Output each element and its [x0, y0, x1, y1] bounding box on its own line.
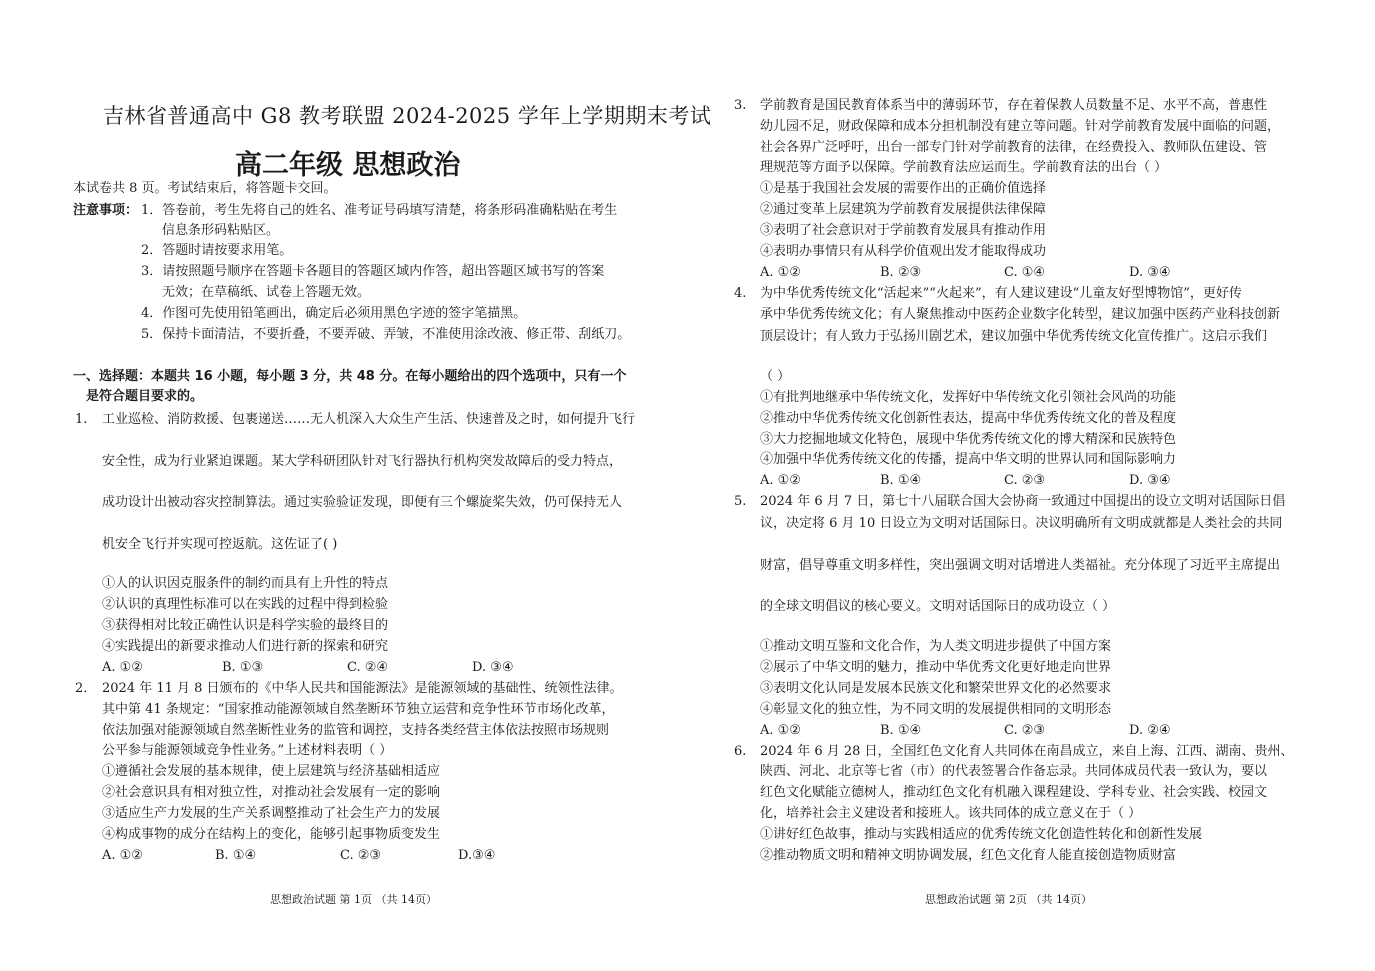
exam-intro: 本试卷共 8 页。考试结束后，将答题卡交回。	[73, 181, 337, 196]
question-statement: ④实践提出的新要求推动人们进行新的探索和研究	[102, 639, 389, 654]
answer-choice-c: C. ②③	[1004, 723, 1046, 738]
question-statement: ①推动文明互鉴和文化合作，为人类文明进步提供了中国方案	[760, 639, 1112, 654]
question-stem-line: 红色文化赋能立德树人，推动红色文化有机融入课程建设、学科专业、社会实践、校园文	[760, 785, 1268, 800]
question-statement: ①人的认识因克服条件的制约而具有上升性的特点	[102, 576, 389, 591]
answer-choice-a: A. ①②	[760, 473, 801, 488]
answer-choice-d: D. ③④	[1129, 265, 1171, 280]
page-footer: 思想政治试题 第 1页 （共 14页）	[270, 893, 437, 906]
question-statement: ④彰显文化的独立性，为不同文明的发展提供相同的文明形态	[760, 702, 1112, 717]
question-statement: ②推动物质文明和精神文明协调发展，红色文化育人能直接创造物质财富	[760, 848, 1177, 863]
question-stem-line: 机安全飞行并实现可控返航。这佐证了( )	[102, 537, 338, 552]
question-statement: ③表明了社会意识对于学前教育发展具有推动作用	[760, 223, 1047, 238]
question-stem-line: 依法加强对能源领域自然垄断性业务的监管和调控，支持各类经营主体依法按照市场规则	[102, 723, 610, 738]
question-statement: ③表明文化认同是发展本民族文化和繁荣世界文化的必然要求	[760, 681, 1112, 696]
exam-page-2	[688, 0, 1375, 971]
answer-choice-d: D.③④	[458, 848, 496, 863]
question-number: 3.	[734, 98, 747, 113]
question-stem-line: 2024 年 6 月 28 日，全国红色文化育人共同体在南昌成立，来自上海、江西、湖南、贵州、	[760, 744, 1294, 759]
question-stem-line: 幼儿园不足，财政保障和成本分担机制没有建立等问题。针对学前教育发展中面临的问题，	[760, 119, 1281, 134]
question-stem-line: 工业巡检、消防救援、包裹递送……无人机深入大众生产生活、快速普及之时，如何提升飞行	[102, 412, 636, 427]
note-5: 5．保持卡面清洁，不要折叠，不要弄破、弄皱，不准使用涂改液、修正带、刮纸刀。	[141, 327, 631, 342]
answer-choice-b: B. ①④	[215, 848, 257, 863]
answer-choice-a: A. ①②	[760, 265, 801, 280]
question-number: 6.	[734, 744, 747, 759]
question-stem-line: 顶层设计；有人致力于弘扬川剧艺术，建议加强中华优秀传统文化宣传推广。这启示我们	[760, 329, 1268, 344]
question-stem-line: 其中第 41 条规定：“国家推动能源领域自然垄断环节独立运营和竞争性环节市场化改革，	[102, 702, 615, 717]
page-footer: 思想政治试题 第 2页 （共 14页）	[925, 893, 1092, 906]
question-stem-line: 安全性，成为行业紧迫课题。某大学科研团队针对飞行器执行机构突发故障后的受力特点，	[102, 454, 623, 469]
answer-choice-d: D. ③④	[1129, 473, 1171, 488]
question-statement: ④表明办事情只有从科学价值观出发才能取得成功	[760, 244, 1047, 259]
question-statement: ④加强中华优秀传统文化的传播，提高中华文明的世界认同和国际影响力	[760, 452, 1177, 467]
question-statement: ②通过变革上层建筑为学前教育发展提供法律保障	[760, 202, 1047, 217]
answer-choice-a: A. ①②	[760, 723, 801, 738]
answer-choice-a: A. ①②	[102, 660, 143, 675]
answer-choice-b: B. ①④	[880, 723, 922, 738]
answer-choice-a: A. ①②	[102, 848, 143, 863]
question-number: 5.	[734, 494, 747, 509]
section-title-cont: 是符合题目要求的。	[86, 389, 204, 404]
question-stem-line: （ ）	[760, 369, 791, 384]
question-statement: ③适应生产力发展的生产关系调整推动了社会生产力的发展	[102, 806, 441, 821]
question-statement: ①是基于我国社会发展的需要作出的正确价值选择	[760, 181, 1047, 196]
answer-choice-c: C. ②③	[1004, 473, 1046, 488]
exam-title: 吉林省普通高中 G8 教考联盟 2024-2025 学年上学期期末考试	[103, 104, 712, 128]
question-stem-line: 成功设计出被动容灾控制算法。通过实验验证发现，即便有三个螺旋桨失效，仍可保持无人	[102, 495, 623, 510]
note-4: 4．作图可先使用铅笔画出，确定后必须用黑色字迹的签字笔描黑。	[141, 306, 527, 321]
question-stem-line: 的全球文明倡议的核心要义。文明对话国际日的成功设立（ ）	[760, 599, 1116, 614]
question-number: 2．	[75, 681, 97, 696]
answer-choice-c: C. ②③	[340, 848, 382, 863]
answer-choice-d: D. ②④	[1129, 723, 1171, 738]
answer-choice-b: B. ①③	[222, 660, 264, 675]
section-title: 一、选择题：本题共 16 小题，每小题 3 分，共 48 分。在每小题给出的四个选项中，只有一个	[73, 369, 627, 384]
question-statement: ①讲好红色故事，推动与实践相适应的优秀传统文化创造性转化和创新性发展	[760, 827, 1203, 842]
answer-choice-d: D. ③④	[472, 660, 514, 675]
question-statement: ③大力挖掘地域文化特色，展现中华优秀传统文化的博大精深和民族特色	[760, 432, 1177, 447]
question-stem-line: 陕西、河北、北京等七省（市）的代表签署合作备忘录。共同体成员代表一致认为，要以	[760, 764, 1268, 779]
answer-choice-c: C. ①④	[1004, 265, 1046, 280]
question-number: 4.	[734, 286, 747, 301]
question-stem-line: 学前教育是国民教育体系当中的薄弱环节，存在着保教人员数量不足、水平不高，普惠性	[760, 98, 1268, 113]
exam-subject-title: 高二年级 思想政治	[235, 150, 461, 181]
note-2: 2．答题时请按要求用笔。	[141, 243, 293, 258]
answer-choice-b: B. ①④	[880, 473, 922, 488]
question-stem-line: 社会各界广泛呼吁，出台一部专门针对学前教育的法律，在经费投入、教师队伍建设、管	[760, 140, 1268, 155]
question-statement: ①遵循社会发展的基本规律，使上层建筑与经济基础相适应	[102, 764, 441, 779]
question-stem-line: 承中华优秀传统文化；有人聚焦推动中医药企业数字化转型，建议加强中医药产业科技创新	[760, 307, 1281, 322]
question-stem-line: 化，培养社会主义建设者和接班人。该共同体的成立意义在于（ ）	[760, 806, 1142, 821]
question-statement: ②认识的真理性标准可以在实践的过程中得到检验	[102, 597, 389, 612]
question-stem-line: 理规范等方面予以保障。学前教育法应运而生。学前教育法的出台（ ）	[760, 160, 1168, 175]
question-statement: ①有批判地继承中华传统文化，发挥好中华传统文化引领社会风尚的功能	[760, 390, 1177, 405]
question-stem-line: 2024 年 6 月 7 日，第七十八届联合国大会协商一致通过中国提出的设立文明对话国际日倡	[760, 494, 1286, 509]
question-stem-line: 财富，倡导尊重文明多样性，突出强调文明对话增进人类福祉。充分体现了习近平主席提出	[760, 558, 1281, 573]
question-stem-line: 议，决定将 6 月 10 日设立为文明对话国际日。决议明确所有文明成就都是人类社会的共同	[760, 516, 1283, 531]
question-stem-line: 为中华优秀传统文化“活起来”“火起来”，有人建议建设“儿童友好型博物馆”，更好传	[760, 286, 1242, 301]
notes-label: 注意事项：	[73, 203, 139, 218]
answer-choice-c: C. ②④	[347, 660, 389, 675]
note-3: 3．请按照题号顺序在答题卡各题目的答题区域内作答，超出答题区域书写的答案	[141, 264, 605, 279]
question-statement: ④构成事物的成分在结构上的变化，能够引起事物质变发生	[102, 827, 441, 842]
question-stem-line: 公平参与能源领域竞争性业务。”上述材料表明（ ）	[102, 743, 393, 758]
question-statement: ②展示了中华文明的魅力，推动中华优秀文化更好地走向世界	[760, 660, 1112, 675]
question-statement: ③获得相对比较正确性认识是科学实验的最终目的	[102, 618, 389, 633]
answer-choice-b: B. ②③	[880, 265, 922, 280]
question-number: 1.	[75, 412, 88, 427]
question-stem-line: 2024 年 11 月 8 日颁布的《中华人民共和国能源法》是能源领域的基础性、统领性法律。	[102, 681, 623, 696]
question-statement: ②推动中华优秀传统文化创新性表达，提高中华优秀传统文化的普及程度	[760, 411, 1177, 426]
note-3-cont: 无效；在草稿纸、试卷上答题无效。	[162, 285, 371, 300]
note-1-cont: 信息条形码粘贴区。	[162, 223, 280, 238]
note-1: 1．答卷前，考生先将自己的姓名、准考证号码填写清楚，将条形码准确粘贴在考生	[141, 203, 618, 218]
question-statement: ②社会意识具有相对独立性，对推动社会发展有一定的影响	[102, 785, 441, 800]
